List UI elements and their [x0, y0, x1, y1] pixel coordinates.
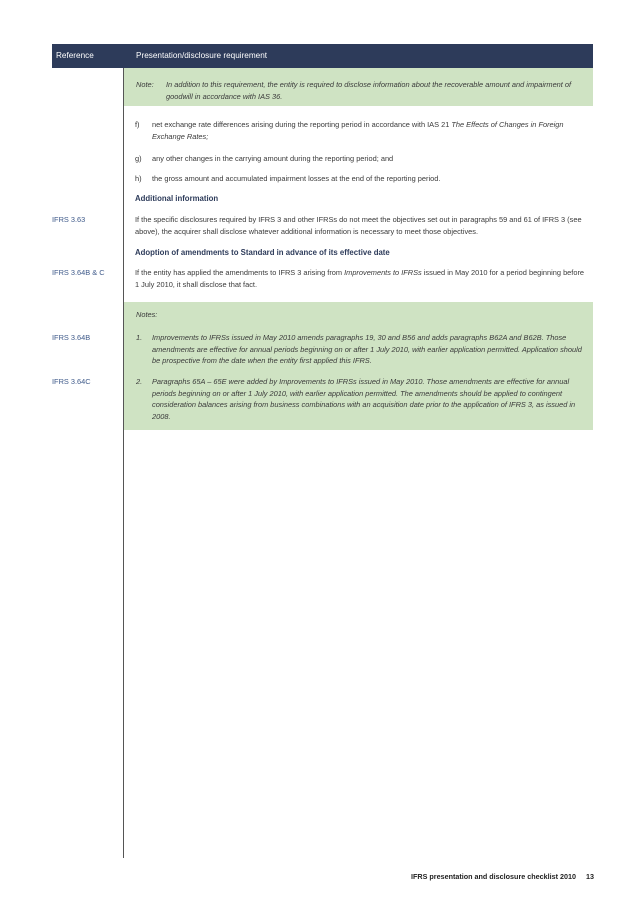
note-label: Note:	[136, 80, 154, 89]
note-text: In addition to this requirement, the entity is required to disclose information about the recoverable amount and impairment of goodwill in accordance with IAS 36.	[166, 80, 572, 101]
footer-title: IFRS presentation and disclosure checklist 2010	[411, 872, 576, 881]
item-f-label: f)	[135, 120, 140, 129]
notes-label: Notes:	[136, 310, 158, 319]
note-2-reference: IFRS 3.64C	[52, 377, 91, 386]
adoption-text: If the entity has applied the amendments to IFRS 3 arising from Improvements to IFRSs issued in May 2010 for a period beginning before 1 July 2010, it shall disclose that fact.	[135, 268, 585, 289]
adoption-heading: Adoption of amendments to Standard in advance of its effective date	[135, 248, 390, 257]
item-g-text: any other changes in the carrying amount during the reporting period; and	[152, 154, 394, 163]
additional-heading: Additional information	[135, 194, 219, 203]
page-number: 13	[586, 872, 594, 881]
page-footer	[411, 872, 594, 881]
column-divider	[123, 68, 124, 858]
table-header	[52, 44, 593, 68]
additional-reference: IFRS 3.63	[52, 215, 86, 224]
item-h-label: h)	[135, 174, 142, 183]
additional-text: If the specific disclosures required by IFRS 3 and other IFRSs do not meet the objectives set out in paragraphs 59 and 61 of IFRS 3 (see above), the acquirer shall disclose whatever additional information is necessary to meet those objectives.	[135, 215, 582, 236]
note-2-number: 2.	[136, 377, 143, 386]
item-h-text: the gross amount and accumulated impairment losses at the end of the reporting period.	[152, 174, 441, 183]
note-1-number: 1.	[136, 333, 143, 342]
item-f-text: net exchange rate differences arising during the reporting period in accordance with IAS 21 The Effects of Changes in Foreign Exchange Rates;	[152, 120, 564, 141]
note-1-text: Improvements to IFRSs issued in May 2010 amends paragraphs 19, 30 and B56 and adds paragraphs B62A and B62B. Those amendments are effective for annual periods beginning on or after 1 July 2010, with earlier application permitted. Application should be prospective from the date when the entity first applied this IFRS.	[152, 333, 582, 365]
note-1-reference: IFRS 3.64B	[52, 333, 91, 342]
note-2-text: Paragraphs 65A – 65E were added by Improvements to IFRSs issued in May 2010. Those amendments are effective for annual periods beginning on or after 1 July 2010, with earlier application permitted. The amendments should be applied to contingent consideration balances arising from business combinations with an acquisition date prior to the application of IFRS 3, as issued in 2008.	[152, 377, 576, 421]
reference-column-header: Reference	[56, 51, 94, 60]
requirement-column-header: Presentation/disclosure requirement	[136, 51, 268, 60]
item-g-label: g)	[135, 154, 142, 163]
adoption-reference: IFRS 3.64B & C	[52, 268, 105, 277]
